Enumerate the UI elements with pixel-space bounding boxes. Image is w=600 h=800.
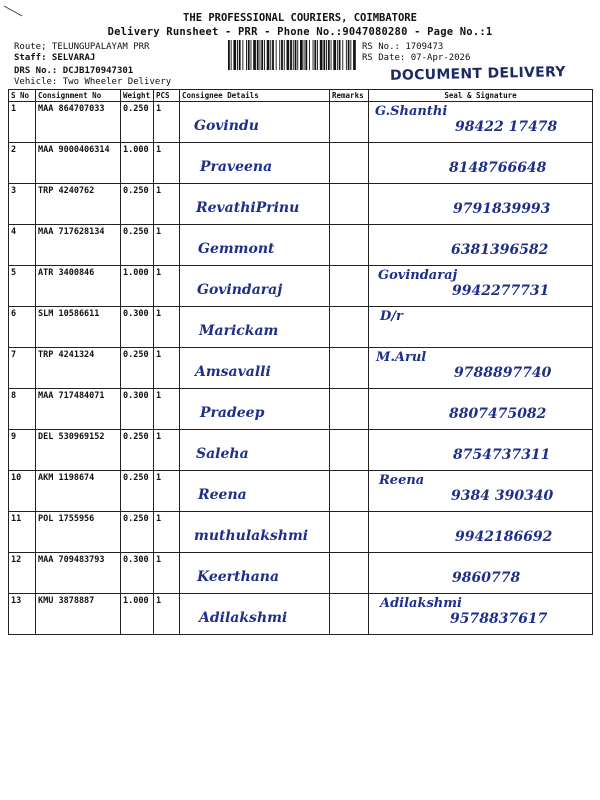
signature-cell <box>369 225 593 266</box>
weight-value: 1.000 <box>121 143 154 184</box>
signature-cell <box>369 307 593 348</box>
consignee-cell <box>180 307 330 348</box>
consignee-handwriting: Reena <box>198 487 247 503</box>
consignment-number: MAA 709483793 <box>36 553 121 594</box>
pieces-count: 1 <box>154 143 180 184</box>
consignee-handwriting: Gemmont <box>198 241 275 257</box>
consignee-handwriting: Govindaraj <box>197 282 283 298</box>
signature-cell <box>369 348 593 389</box>
signature-phone: 9791839993 <box>453 201 551 217</box>
table-row <box>9 102 593 143</box>
consignment-number: MAA 864707033 <box>36 102 121 143</box>
col-header-signature: Seal & Signature <box>369 90 593 102</box>
signature-cell <box>369 512 593 553</box>
serial-number: 5 <box>9 266 36 307</box>
serial-number: 12 <box>9 553 36 594</box>
signature-name: M.Arul <box>376 350 427 365</box>
consignee-cell <box>180 266 330 307</box>
consignment-number: MAA 717628134 <box>36 225 121 266</box>
signature-cell <box>369 430 593 471</box>
signature-cell <box>369 102 593 143</box>
signature-phone: 8148766648 <box>449 160 547 176</box>
consignment-number: AKM 1198674 <box>36 471 121 512</box>
consignee-cell <box>180 594 330 635</box>
remarks-cell <box>330 471 369 512</box>
table-header-row <box>9 90 593 102</box>
table-row <box>9 553 593 594</box>
consignee-cell <box>180 512 330 553</box>
table-row <box>9 307 593 348</box>
col-header-pcs: PCS <box>154 90 180 102</box>
remarks-cell <box>330 430 369 471</box>
pieces-count: 1 <box>154 471 180 512</box>
weight-value: 1.000 <box>121 594 154 635</box>
rs-number: RS No.: 1709473 <box>362 42 444 52</box>
pieces-count: 1 <box>154 512 180 553</box>
company-name: THE PROFESSIONAL COURIERS, COIMBATORE <box>183 12 417 24</box>
remarks-cell <box>330 184 369 225</box>
signature-name: G.Shanthi <box>375 104 448 119</box>
signature-phone: 8807475082 <box>449 406 547 422</box>
col-header-sno: S No <box>9 90 36 102</box>
table-row <box>9 348 593 389</box>
weight-value: 0.250 <box>121 512 154 553</box>
consignee-cell <box>180 225 330 266</box>
remarks-cell <box>330 553 369 594</box>
table-row <box>9 225 593 266</box>
signature-cell <box>369 553 593 594</box>
weight-value: 0.300 <box>121 553 154 594</box>
consignee-handwriting: Pradeep <box>200 405 265 421</box>
runsheet-title: Delivery Runsheet - PRR - Phone No.:9047080280 - Page No.:1 <box>107 26 493 38</box>
table-row <box>9 184 593 225</box>
table-row <box>9 594 593 635</box>
pieces-count: 1 <box>154 307 180 348</box>
consignment-number: ATR 3400846 <box>36 266 121 307</box>
table-row <box>9 430 593 471</box>
remarks-cell <box>330 512 369 553</box>
serial-number: 7 <box>9 348 36 389</box>
signature-phone: 9942277731 <box>452 283 550 299</box>
serial-number: 13 <box>9 594 36 635</box>
pieces-count: 1 <box>154 225 180 266</box>
remarks-cell <box>330 102 369 143</box>
col-header-weight: Weight <box>121 90 154 102</box>
table-row <box>9 512 593 553</box>
serial-number: 4 <box>9 225 36 266</box>
weight-value: 0.300 <box>121 307 154 348</box>
signature-cell <box>369 594 593 635</box>
consignment-number: TRP 4241324 <box>36 348 121 389</box>
consignee-cell <box>180 102 330 143</box>
weight-value: 0.250 <box>121 430 154 471</box>
table-row <box>9 266 593 307</box>
signature-phone: 9578837617 <box>450 611 548 627</box>
signature-name: D/r <box>380 309 403 324</box>
consignee-handwriting: RevathiPrinu <box>196 200 300 216</box>
consignment-number: KMU 3878887 <box>36 594 121 635</box>
pieces-count: 1 <box>154 594 180 635</box>
signature-name: Reena <box>379 473 425 488</box>
consignment-number: SLM 10586611 <box>36 307 121 348</box>
weight-value: 0.250 <box>121 102 154 143</box>
consignee-handwriting: muthulakshmi <box>194 528 309 544</box>
runsheet-table <box>8 89 593 635</box>
remarks-cell <box>330 307 369 348</box>
serial-number: 2 <box>9 143 36 184</box>
signature-phone: 6381396582 <box>451 242 549 258</box>
consignee-handwriting: Govindu <box>194 118 259 134</box>
consignee-handwriting: Adilakshmi <box>199 610 288 626</box>
signature-cell <box>369 471 593 512</box>
remarks-cell <box>330 389 369 430</box>
remarks-cell <box>330 266 369 307</box>
col-header-remarks: Remarks <box>330 90 369 102</box>
consignee-cell <box>180 348 330 389</box>
drs-number: DRS No.: DCJB170947301 <box>14 66 134 76</box>
table-row <box>9 143 593 184</box>
consignment-number: MAA 717484071 <box>36 389 121 430</box>
consignee-cell <box>180 471 330 512</box>
consignee-handwriting: Marickam <box>199 323 279 339</box>
consignee-handwriting: Praveena <box>200 159 273 175</box>
serial-number: 9 <box>9 430 36 471</box>
weight-value: 0.250 <box>121 348 154 389</box>
weight-value: 0.250 <box>121 471 154 512</box>
remarks-cell <box>330 348 369 389</box>
weight-value: 1.000 <box>121 266 154 307</box>
document-delivery-stamp: DOCUMENT DELIVERY <box>389 64 566 84</box>
consignment-number: DEL 530969152 <box>36 430 121 471</box>
col-header-consignment: Consignment No <box>36 90 121 102</box>
vehicle-info: Vehicle: Two Wheeler Delivery <box>14 77 172 87</box>
pieces-count: 1 <box>154 348 180 389</box>
serial-number: 1 <box>9 102 36 143</box>
serial-number: 11 <box>9 512 36 553</box>
consignee-handwriting: Saleha <box>196 446 249 462</box>
col-header-consignee: Consignee Details <box>180 90 330 102</box>
signature-phone: 9384 390340 <box>451 488 554 504</box>
consignee-cell <box>180 389 330 430</box>
barcode-image <box>228 40 358 70</box>
route-info: Route; TELUNGUPALAYAM PRR <box>14 42 150 52</box>
pieces-count: 1 <box>154 430 180 471</box>
consignment-number: TRP 4240762 <box>36 184 121 225</box>
table-row <box>9 389 593 430</box>
signature-phone: 9788897740 <box>454 365 552 381</box>
signature-phone: 9942186692 <box>455 529 553 545</box>
weight-value: 0.300 <box>121 389 154 430</box>
signature-name: Adilakshmi <box>380 596 462 611</box>
pieces-count: 1 <box>154 389 180 430</box>
pieces-count: 1 <box>154 102 180 143</box>
weight-value: 0.250 <box>121 184 154 225</box>
consignee-cell <box>180 143 330 184</box>
signature-phone: 9860778 <box>452 570 521 586</box>
signature-cell <box>369 184 593 225</box>
serial-number: 3 <box>9 184 36 225</box>
consignment-number: POL 1755956 <box>36 512 121 553</box>
signature-phone: 98422 17478 <box>455 119 558 135</box>
serial-number: 8 <box>9 389 36 430</box>
signature-name: Govindaraj <box>378 268 458 283</box>
signature-phone: 8754737311 <box>453 447 551 463</box>
signature-cell <box>369 143 593 184</box>
signature-cell <box>369 389 593 430</box>
pieces-count: 1 <box>154 553 180 594</box>
pieces-count: 1 <box>154 184 180 225</box>
serial-number: 10 <box>9 471 36 512</box>
signature-cell <box>369 266 593 307</box>
remarks-cell <box>330 594 369 635</box>
weight-value: 0.250 <box>121 225 154 266</box>
rs-date: RS Date: 07-Apr-2026 <box>362 53 471 63</box>
consignee-cell <box>180 430 330 471</box>
consignee-handwriting: Amsavalli <box>195 364 271 380</box>
staff-info: Staff: SELVARAJ <box>14 53 96 63</box>
remarks-cell <box>330 225 369 266</box>
consignee-cell <box>180 184 330 225</box>
serial-number: 6 <box>9 307 36 348</box>
table-row <box>9 471 593 512</box>
consignment-number: MAA 9000406314 <box>36 143 121 184</box>
consignee-handwriting: Keerthana <box>197 569 280 585</box>
pieces-count: 1 <box>154 266 180 307</box>
remarks-cell <box>330 143 369 184</box>
consignee-cell <box>180 553 330 594</box>
